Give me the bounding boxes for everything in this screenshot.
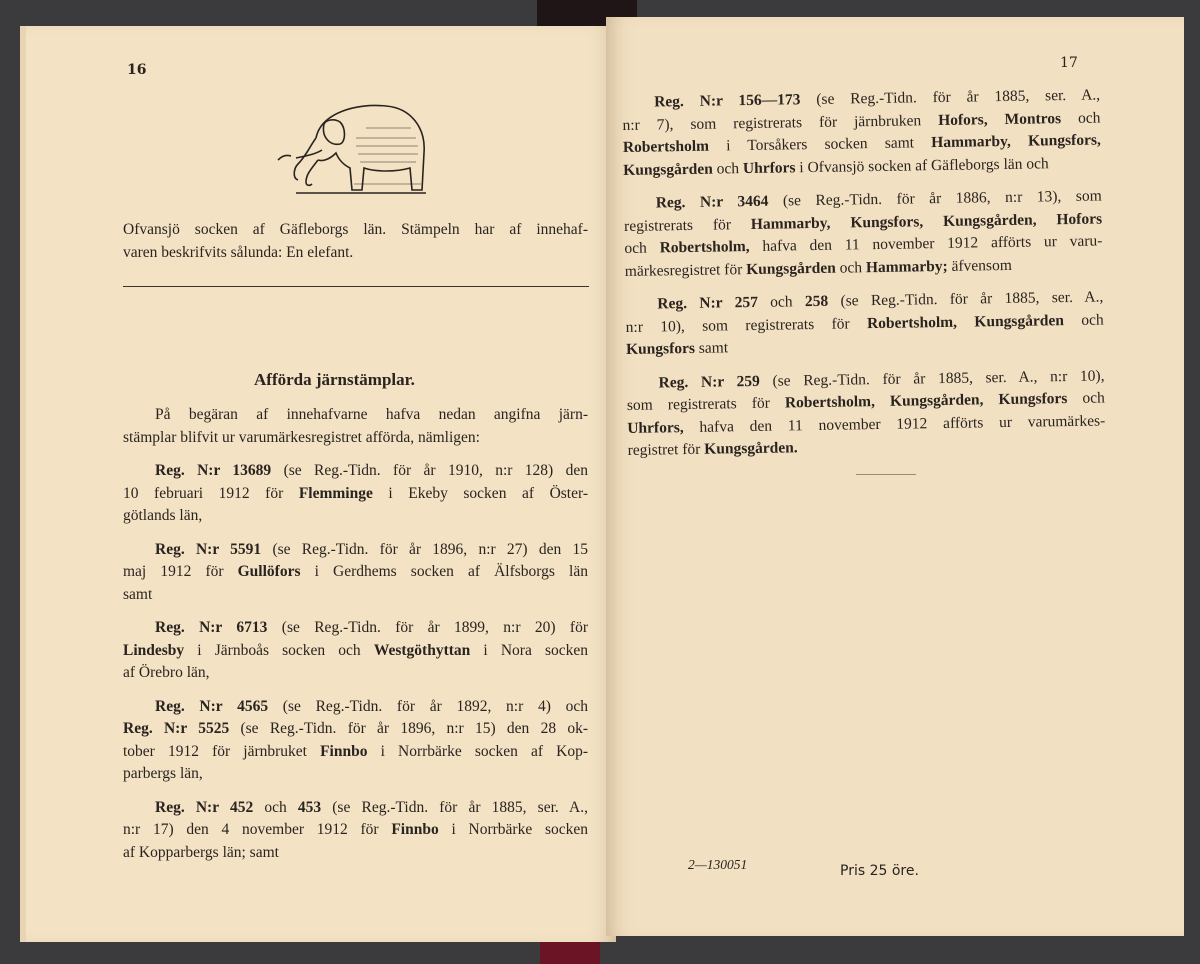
text: (se Reg.-Tidn. för år 1886, n:r 13), som <box>768 187 1102 210</box>
bold-text: Robertsholm, Kungsgården <box>866 311 1065 332</box>
text-line <box>123 505 588 528</box>
text: och <box>1060 108 1101 127</box>
text-line <box>123 797 588 820</box>
text: (se Reg.-Tidn. för år 1885, ser. A., <box>321 798 588 816</box>
text-line <box>123 242 588 265</box>
bold-text: Finnbo <box>320 742 368 760</box>
text: och <box>253 798 298 816</box>
bold-text: Reg. N:r 5525 <box>123 720 230 737</box>
text-line <box>123 404 588 427</box>
section-heading: Afförda järnstämplar. <box>254 370 415 389</box>
bold-text: 258 <box>804 292 829 311</box>
elephant-caption <box>123 219 588 264</box>
text-line <box>123 662 588 685</box>
paragraph <box>123 696 588 786</box>
text: registrerats för <box>623 215 751 235</box>
text: i Järnboås socken och <box>184 641 374 659</box>
text: i Nora socken <box>470 641 588 659</box>
text-line <box>123 539 588 562</box>
text: (se Reg.-Tidn. för år 1885, ser. A., <box>800 86 1101 109</box>
bold-text: Reg. N:r 4565 <box>155 697 269 715</box>
page-number: 16 <box>127 62 147 78</box>
bold-text: Reg. N:r 3464 <box>655 192 769 212</box>
text-line <box>123 741 588 764</box>
bold-text: Kungsfors <box>625 339 696 358</box>
text: tober 1912 för järnbruket <box>123 742 321 760</box>
text-line <box>123 584 588 607</box>
right-page <box>606 17 1184 936</box>
text: och <box>624 239 660 257</box>
text: och <box>712 159 744 178</box>
text: i Ofvansjö socken af Gäfleborgs län och <box>795 154 1049 176</box>
paragraph <box>622 84 1101 181</box>
text: hafva den 11 november 1912 afförts ur varu- <box>749 232 1103 256</box>
bold-text: Gullöfors <box>237 563 301 580</box>
text: samt <box>123 585 153 603</box>
short-rule <box>856 474 916 475</box>
text: (se Reg.-Tidn. för år 1885, ser. A., n:r 10), <box>759 366 1105 390</box>
divider <box>123 286 589 287</box>
paragraph <box>123 404 588 449</box>
text: af Kopparbergs län; samt <box>123 843 279 861</box>
text-line <box>123 460 588 483</box>
paragraph <box>123 797 588 865</box>
bold-text: Reg. N:r 156—173 <box>654 91 801 111</box>
text: parbergs län, <box>123 765 203 782</box>
bold-text: Hammarby, Kungsfors, <box>931 131 1101 152</box>
text: i Norrbärke socken af Kop- <box>367 742 588 760</box>
text: i Ekeby socken af Öster- <box>372 484 588 502</box>
text-line <box>123 427 588 450</box>
paragraph <box>123 460 588 528</box>
text: och <box>1067 389 1105 408</box>
bold-text: Reg. N:r 452 <box>155 798 254 816</box>
text: n:r 7), som registrerats för järnbruken <box>622 111 939 134</box>
bold-text: 453 <box>297 798 322 816</box>
bold-text: Reg. N:r 6713 <box>155 619 268 636</box>
page-number: 17 <box>1060 55 1078 71</box>
text-line <box>123 219 588 242</box>
text-line <box>123 640 588 663</box>
text-line <box>123 763 588 786</box>
print-number: 2—130051 <box>688 857 748 872</box>
paragraph <box>624 185 1103 282</box>
bold-text: Finnbo <box>391 821 439 838</box>
bold-text: Robertsholm, <box>659 238 750 257</box>
bold-text: Kungsgården <box>623 160 713 179</box>
text: (se Reg.-Tidn. för år 1896, n:r 15) den 28 ok- <box>229 720 589 737</box>
text: götlands län, <box>123 507 203 524</box>
text-line <box>123 483 588 506</box>
bold-text: Kungsgården. <box>704 439 798 458</box>
bold-text: Robertsholm <box>622 137 710 156</box>
text: n:r 17) den 4 november 1912 för <box>123 821 392 838</box>
bold-text: Reg. N:r 257 <box>657 293 759 313</box>
text-line <box>123 617 588 640</box>
paragraph <box>626 365 1105 462</box>
text: (se Reg.-Tidn. för år 1896, n:r 27) den 15 <box>261 540 588 558</box>
text: märkesregistret för <box>624 260 747 280</box>
right-paragraphs <box>622 84 1106 473</box>
text: varen beskrifvits sålunda: En elefant. <box>123 243 354 261</box>
text: n:r 10), som registrerats för <box>625 314 868 336</box>
text: 10 februari 1912 för <box>123 484 299 502</box>
text: (se Reg.-Tidn. för år 1885, ser. A., <box>828 288 1104 310</box>
text: (se Reg.-Tidn. för år 1892, n:r 4) och <box>268 697 588 715</box>
text: stämplar blifvit ur varumärkesregistret afförda, nämligen: <box>123 428 480 446</box>
text: i Norrbärke socken <box>438 821 588 838</box>
paragraph <box>123 617 588 685</box>
bold-text: Uhrfors <box>742 158 796 177</box>
text: På begäran af innehafvarne hafva nedan angifna järn- <box>155 406 588 423</box>
bold-text: Flemminge <box>298 484 373 502</box>
bold-text: Reg. N:r 5591 <box>155 540 262 558</box>
paragraph <box>625 286 1104 361</box>
text: som registrerats för <box>626 394 786 414</box>
text: Ofvansjö socken af Gäfleborgs län. Stämpeln har af innehaf- <box>123 221 588 238</box>
bold-text: Lindesby <box>123 641 185 659</box>
bold-text: Uhrfors, <box>627 418 684 437</box>
bold-text: Hammarby, Kungsfors, Kungsgården, Hofors <box>750 209 1103 233</box>
bold-text: Reg. N:r 259 <box>658 372 760 391</box>
text: hafva den 11 november 1912 afförts ur varumärkes- <box>683 411 1106 436</box>
text-line <box>123 819 588 842</box>
text: (se Reg.-Tidn. för år 1899, n:r 20) för <box>267 619 589 636</box>
text-line <box>123 696 588 719</box>
bold-text: Westgöthyttan <box>373 641 471 659</box>
text: samt <box>694 339 729 357</box>
text-line <box>123 561 588 584</box>
text: och <box>1063 310 1104 329</box>
bold-text: Reg. N:r 13689 <box>155 462 272 479</box>
paragraph <box>123 539 588 607</box>
text: och <box>835 258 867 277</box>
text: maj 1912 för <box>123 563 238 580</box>
bold-text: Hofors, Montros <box>937 109 1062 129</box>
price: Pris 25 öre. <box>840 863 919 879</box>
left-page <box>20 26 616 942</box>
text-line <box>123 718 588 741</box>
text: (se Reg.-Tidn. för år 1910, n:r 128) den <box>271 462 588 479</box>
elephant-illustration <box>276 98 431 198</box>
bold-text: Hammarby; <box>865 257 948 276</box>
bold-text: Kungsgården <box>746 259 836 278</box>
text: äfvensom <box>947 256 1012 275</box>
text: i Torsåkers socken samt <box>708 134 932 155</box>
text: och <box>757 293 806 311</box>
text: registret för <box>627 440 705 459</box>
text: i Gerdhems socken af Älfsborgs län <box>300 563 588 580</box>
text-line <box>123 842 588 865</box>
left-paragraphs <box>123 404 588 875</box>
text: af Örebro län, <box>123 664 210 681</box>
bold-text: Robertsholm, Kungsgården, Kungsfors <box>784 390 1068 412</box>
